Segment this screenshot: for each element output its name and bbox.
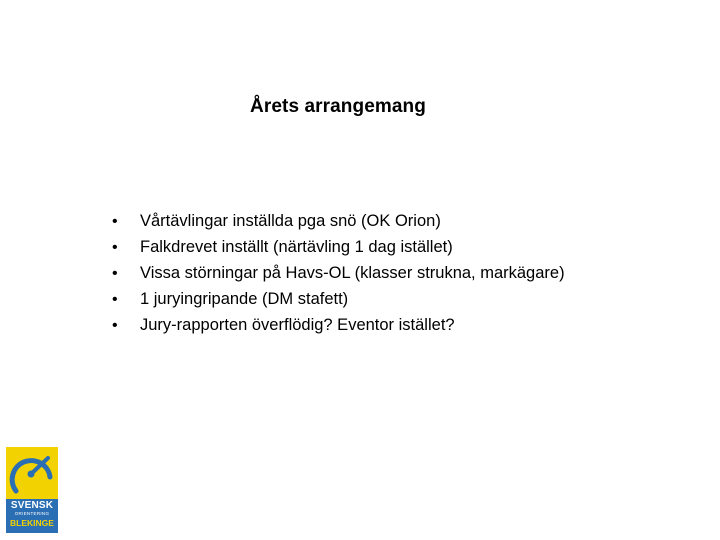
bullet-dot-icon: • [112,317,118,334]
bullet-item [112,234,565,260]
bullet-list [112,208,565,338]
slide-title: Årets arrangemang [250,96,426,117]
logo-text-orientering: ORIENTERING [14,511,50,516]
svensk-orientering-logo [6,447,58,533]
logo-text-blekinge: BLEKINGE [10,518,54,528]
bullet-text: Vårtävlingar inställda pga snö (OK Orion) [140,212,441,230]
bullet-text: Falkdrevet inställt (närtävling 1 dag istället) [140,238,453,256]
bullet-text: Jury-rapporten överflödig? Eventor istället? [140,316,455,334]
bullet-dot-icon: • [112,265,118,282]
bullet-item [112,208,565,234]
bullet-item [112,286,565,312]
bullet-text: 1 juryingripande (DM stafett) [140,290,349,308]
bullet-dot-icon: • [112,291,118,308]
bullet-dot-icon: • [112,213,118,230]
bullet-text: Vissa störningar på Havs-OL (klasser strukna, markägare) [140,264,565,282]
logo-text-svensk: SVENSK [10,500,54,511]
bullet-dot-icon: • [112,239,118,256]
bullet-item [112,260,565,286]
bullet-item [112,312,565,338]
compass-icon [6,447,58,499]
